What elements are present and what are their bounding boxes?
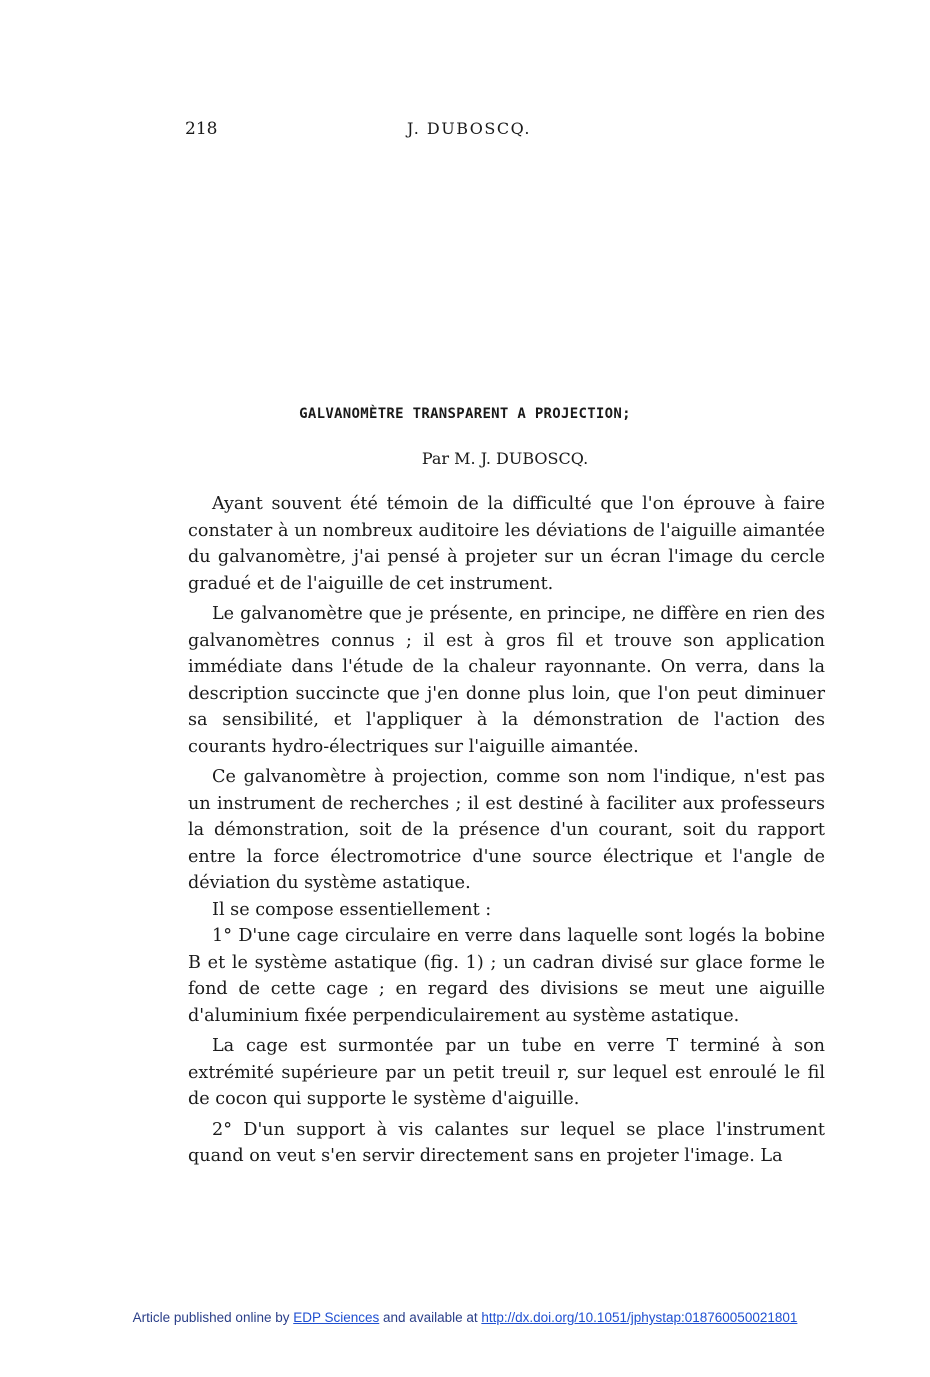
page-number: 218 [185,119,218,139]
footer-middle: and available at [379,1310,482,1325]
publication-footer [0,1310,930,1325]
publisher-link[interactable]: EDP Sciences [293,1310,380,1325]
byline-prefix: Par [421,449,450,468]
paragraph-1: Ayant souvent été témoin de la difficulté que l'on éprouve à faire constater à un nombreux auditoire les déviations de l'aiguille aimantée du galvanomètre, j'ai pensé à projeter sur un écran l'image du cercle gradué et de l'aiguille de cet instrument. [188,494,825,594]
doi-link[interactable]: http://dx.doi.org/10.1051/jphystap:018760050021801 [481,1310,798,1325]
byline [0,449,930,468]
paragraph-6: La cage est surmontée par un tube en verre T terminé à son extrémité supérieure par un petit treuil r, sur lequel est enroulé le fil de cocon qui supporte le système d'aiguille. [188,1036,825,1109]
paragraph-5: 1° D'une cage circulaire en verre dans laquelle sont logés la bobine B et le système astatique (fig. 1) ; un cadran divisé sur glace forme le fond de cette cage ; en regard des divisions se meut une aiguille d'aluminium fixée perpendiculairement au système astatique. [188,926,825,1026]
paragraph-2: Le galvanomètre que je présente, en principe, ne diffère en rien des galvanomètres connus ; il est à gros fil et trouve son application immédiate dans l'étude de la chaleur rayonnante. On verra, dans la description succincte que j'en donne plus loin, que l'on peut diminuer sa sensibilité, et l'appliquer à la démonstration de l'action des courants hydro-électriques sur l'aiguille aimantée. [188,604,825,757]
article-body [188,491,825,1170]
paragraph-3: Ce galvanomètre à projection, comme son nom l'indique, n'est pas un instrument de recherches ; il est destiné à faciliter aux professeurs la démonstration, soit de la présence d'un courant, soit du rapport entre la force électromotrice d'une source électrique et l'angle de déviation du système astatique. [188,767,825,893]
running-head: J. DUBOSCQ. [407,119,531,138]
paragraph-7: 2° D'un support à vis calantes sur lequel se place l'instrument quand on veut s'en servir directement sans en projeter l'image. La [188,1119,825,1166]
footer-prefix: Article published online by [132,1310,294,1325]
article-title: GALVANOMÈTRE TRANSPARENT A PROJECTION; [299,406,631,422]
byline-author: M. J. DUBOSCQ. [454,449,589,468]
paragraph-4: Il se compose essentiellement : [212,899,492,920]
